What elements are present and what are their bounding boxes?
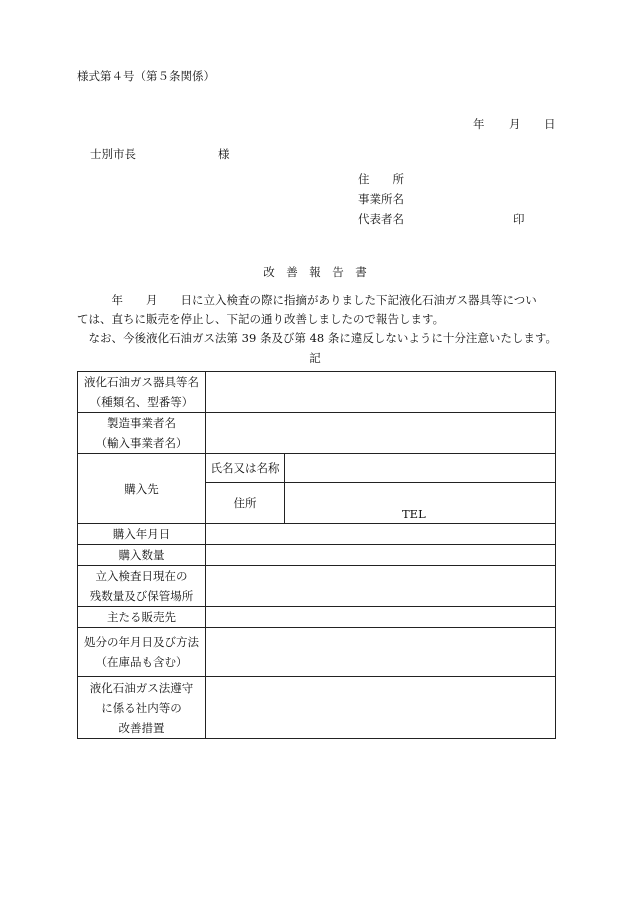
sender-address-label: 住 所 [358,172,404,186]
value-remaining-stock[interactable] [206,566,556,607]
form-number: 様式第４号（第５条関係） [77,69,215,83]
body-line-3: なお、今後液化石油ガス法第 39 条及び第 48 条に違反しないように十分注意いたします。 [77,331,557,345]
value-disposal[interactable] [206,628,556,677]
label-disposal: 処分の年月日及び方法 （在庫品も含む） [78,628,206,677]
date-day: 日 [544,117,556,131]
body-line-1: 年 月 日に立入検査の際に指摘がありました下記液化石油ガス器具等につい [77,293,537,307]
document-title: 改 善 報 告 書 [263,265,367,279]
table-row [78,413,556,454]
value-purchase-quantity[interactable] [206,545,556,566]
ki-mark: 記 [309,351,321,365]
value-device-name[interactable] [206,372,556,413]
table-row [78,524,556,545]
date-month: 月 [509,117,521,131]
label-main-customers: 主たる販売先 [78,607,206,628]
table-row [78,677,556,739]
label-device-name: 液化石油ガス器具等名 （種類名、型番等） [78,372,206,413]
value-main-customers[interactable] [206,607,556,628]
tel-label: TEL [402,507,426,521]
body-line-2: ては、直ちに販売を停止し、下記の通り改善しましたので報告します。 [77,312,445,326]
label-improvement-measures: 液化石油ガス法遵守 に係る社内等の 改善措置 [78,677,206,739]
table-row [78,566,556,607]
label-supplier: 購入先 [78,454,206,524]
value-manufacturer[interactable] [206,413,556,454]
table-row [78,454,556,483]
report-table [77,371,556,739]
label-purchase-quantity: 購入数量 [78,545,206,566]
sender-office-label: 事業所名 [358,192,404,206]
table-row [78,628,556,677]
label-supplier-name: 氏名又は名称 [206,454,285,483]
label-supplier-address: 住所 [206,483,285,524]
table-row [78,372,556,413]
value-improvement-measures[interactable] [206,677,556,739]
value-supplier-name[interactable] [285,454,556,483]
table-row [78,607,556,628]
label-remaining-stock: 立入検査日現在の 残数量及び保管場所 [78,566,206,607]
addressee-honorific: 様 [218,147,230,161]
value-supplier-address[interactable] [285,483,556,524]
table-row [78,545,556,566]
date-year: 年 [473,117,485,131]
label-manufacturer: 製造事業者名 （輸入事業者名） [78,413,206,454]
addressee-name: 士別市長 [90,147,136,161]
value-purchase-date[interactable] [206,524,556,545]
seal-mark: 印 [513,212,525,226]
label-purchase-date: 購入年月日 [78,524,206,545]
sender-rep-label: 代表者名 [358,212,404,226]
